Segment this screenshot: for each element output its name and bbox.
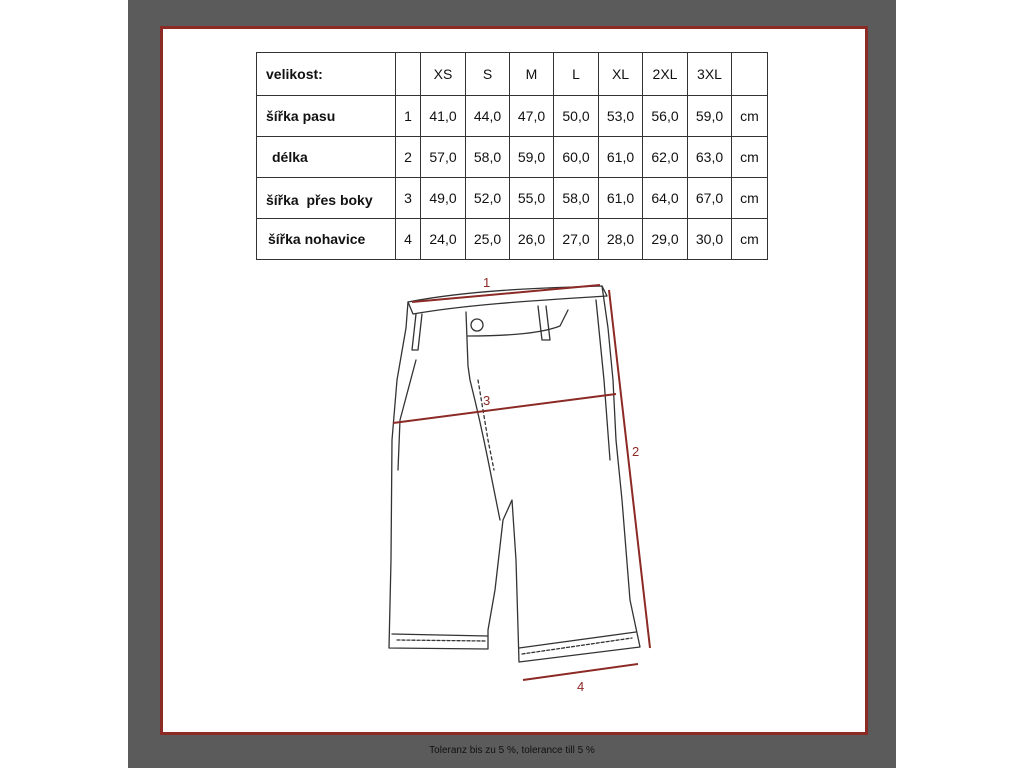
header-label: velikost:: [257, 53, 396, 96]
table-cell: 62,0: [643, 137, 688, 178]
table-cell: 61,0: [599, 137, 643, 178]
unit-cell: cm: [732, 178, 768, 219]
row-number: 4: [396, 219, 421, 260]
measure-label-1: 1: [483, 275, 491, 290]
table-cell: 64,0: [643, 178, 688, 219]
table-cell: 24,0: [421, 219, 466, 260]
table-cell: 56,0: [643, 96, 688, 137]
table-cell: 30,0: [688, 219, 732, 260]
measure-line-1: [412, 285, 600, 302]
table-cell: 28,0: [599, 219, 643, 260]
size-header: S: [466, 53, 510, 96]
measurement-lines: [393, 285, 650, 680]
table-cell: 67,0: [688, 178, 732, 219]
table-cell: 44,0: [466, 96, 510, 137]
row-number: 2: [396, 137, 421, 178]
shorts-outline: [389, 286, 640, 662]
size-header: L: [554, 53, 599, 96]
table-cell: 52,0: [466, 178, 510, 219]
table-cell: 58,0: [554, 178, 599, 219]
size-header: XS: [421, 53, 466, 96]
row-number: 1: [396, 96, 421, 137]
row-label: šířka pasu: [257, 96, 396, 137]
table-cell: 57,0: [421, 137, 466, 178]
measure-label-3: 3: [483, 393, 491, 408]
table-cell: 47,0: [510, 96, 554, 137]
row-label: šířka nohavice: [257, 219, 396, 260]
measure-line-3: [393, 394, 616, 423]
unit-cell: cm: [732, 96, 768, 137]
table-cell: 25,0: [466, 219, 510, 260]
size-header: 3XL: [688, 53, 732, 96]
table-cell: 63,0: [688, 137, 732, 178]
unit-cell: cm: [732, 137, 768, 178]
size-header: XL: [599, 53, 643, 96]
tolerance-caption: Toleranz bis zu 5 %, tolerance till 5 %: [429, 745, 595, 756]
measure-label-2: 2: [632, 444, 640, 459]
table-cell: 60,0: [554, 137, 599, 178]
table-cell: 50,0: [554, 96, 599, 137]
table-cell: 58,0: [466, 137, 510, 178]
measure-line-4: [523, 664, 638, 680]
table-cell: 59,0: [510, 137, 554, 178]
measure-label-4: 4: [577, 679, 585, 694]
size-header: 2XL: [643, 53, 688, 96]
table-cell: 49,0: [421, 178, 466, 219]
table-cell: 55,0: [510, 178, 554, 219]
measurement-labels: [483, 275, 639, 694]
table-cell: 61,0: [599, 178, 643, 219]
row-label: šířka přes boky: [257, 178, 396, 219]
table-cell: 29,0: [643, 219, 688, 260]
table-cell: 59,0: [688, 96, 732, 137]
table-cell: 41,0: [421, 96, 466, 137]
table-cell: 26,0: [510, 219, 554, 260]
table-cell: 53,0: [599, 96, 643, 137]
row-label: délka: [257, 137, 396, 178]
table-cell: 27,0: [554, 219, 599, 260]
size-header: M: [510, 53, 554, 96]
row-number: 3: [396, 178, 421, 219]
unit-cell: cm: [732, 219, 768, 260]
